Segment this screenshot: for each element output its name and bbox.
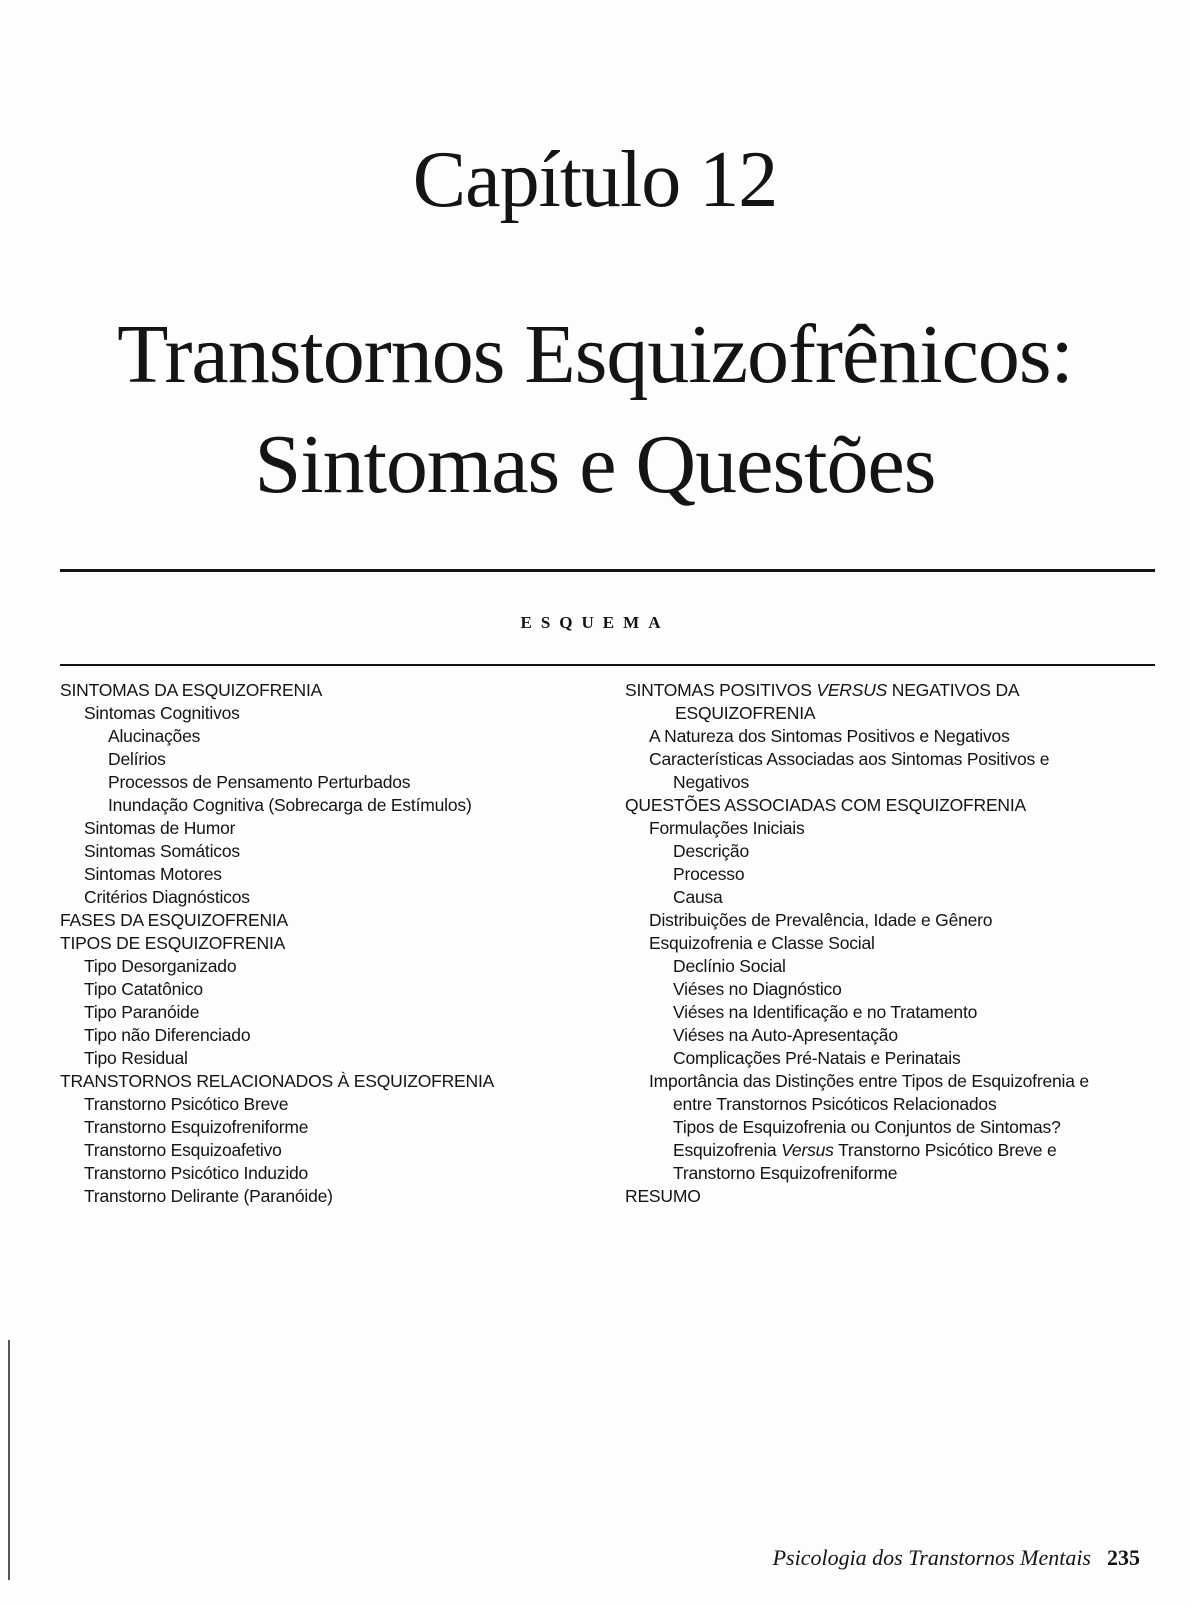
outline-item	[60, 1139, 580, 1162]
outline-item	[625, 840, 1165, 863]
bottom-divider	[60, 664, 1155, 666]
outline-item-text: Descrição	[673, 841, 750, 861]
outline-item-text: Sintomas de Humor	[84, 818, 236, 838]
outline-item-text: Sintomas Somáticos	[84, 841, 240, 861]
outline-item	[60, 817, 580, 840]
outline-item-text: Processo	[673, 864, 745, 884]
outline-item	[60, 932, 580, 955]
outline-item-text: TRANSTORNOS RELACIONADOS À ESQUIZOFRENIA	[60, 1071, 495, 1091]
outline-item-rest: Transtorno Psicótico Breve e	[833, 1140, 1057, 1160]
outline-item-italic: Versus	[781, 1140, 834, 1160]
outline-item-text: Causa	[673, 887, 723, 907]
outline-item	[625, 955, 1165, 978]
outline-item	[625, 978, 1165, 1001]
outline-item	[625, 932, 1165, 955]
outline-item-text: SINTOMAS POSITIVOS	[625, 680, 817, 700]
outline-item-text: Processos de Pensamento Perturbados	[108, 772, 411, 792]
outline-item-text: Viéses na Identificação e no Tratamento	[673, 1002, 978, 1022]
outline-item	[60, 1116, 580, 1139]
outline-item	[625, 1116, 1165, 1139]
chapter-number: Capítulo 12	[412, 136, 778, 224]
chapter-title	[0, 300, 1190, 520]
outline-item-text: Distribuições de Prevalência, Idade e Gênero	[649, 910, 993, 930]
outline-item	[60, 702, 580, 725]
outline-item-text: Tipos de Esquizofrenia ou Conjuntos de Sintomas?	[673, 1117, 1061, 1137]
outline-item-text: RESUMO	[625, 1186, 701, 1206]
outline-item-text: Esquizofrenia	[673, 1140, 782, 1160]
outline-item	[60, 840, 580, 863]
outline-item-text: Importância das Distinções entre Tipos de Esquizofrenia e	[649, 1071, 1089, 1091]
outline-item-text: Transtorno Esquizofreniforme	[673, 1163, 898, 1183]
outline-item-text: Viéses no Diagnóstico	[673, 979, 842, 999]
outline-left-column	[60, 679, 580, 1208]
outline-item-rest: NEGATIVOS DA	[887, 680, 1020, 700]
outline-item	[625, 863, 1165, 886]
outline-item-text: entre Transtornos Psicóticos Relacionados	[673, 1094, 997, 1114]
outline-item-text: Transtorno Psicótico Induzido	[84, 1163, 309, 1183]
outline-item	[60, 1001, 580, 1024]
page-footer	[773, 1545, 1140, 1571]
top-divider	[60, 569, 1155, 572]
outline-item	[60, 771, 580, 794]
outline-item-text: Complicações Pré-Natais e Perinatais	[673, 1048, 961, 1068]
page-edge-mark	[8, 1340, 10, 1580]
outline-item-text: FASES DA ESQUIZOFRENIA	[60, 910, 289, 930]
outline-right-column	[625, 679, 1165, 1208]
chapter-title-line-2: Sintomas e Questões	[254, 418, 936, 511]
outline-item-text: SINTOMAS DA ESQUIZOFRENIA	[60, 680, 323, 700]
outline-item	[60, 1185, 580, 1208]
outline-item-text: Inundação Cognitiva (Sobrecarga de Estímulos)	[108, 795, 472, 815]
outline-item-text: Sintomas Motores	[84, 864, 222, 884]
outline-item	[60, 725, 580, 748]
outline-item-text: Tipo Catatônico	[84, 979, 203, 999]
outline-item	[625, 886, 1165, 909]
outline-item-italic: VERSUS	[816, 680, 888, 700]
outline-item-text: Critérios Diagnósticos	[84, 887, 250, 907]
outline-item	[60, 978, 580, 1001]
outline-item-text: Negativos	[673, 772, 750, 792]
outline-item	[60, 1024, 580, 1047]
outline-item-text: ESQUIZOFRENIA	[675, 703, 816, 723]
outline-item-text: Formulações Iniciais	[649, 818, 805, 838]
outline-item	[625, 1185, 1165, 1208]
outline-item	[625, 1070, 1165, 1093]
section-label: ESQUEMA	[520, 613, 670, 632]
outline-item	[60, 863, 580, 886]
outline-item	[625, 1047, 1165, 1070]
outline-item-text: QUESTÕES ASSOCIADAS COM ESQUIZOFRENIA	[625, 795, 1027, 815]
outline-item	[60, 1047, 580, 1070]
outline-item-text: Tipo Residual	[84, 1048, 188, 1068]
outline-item	[60, 1093, 580, 1116]
footer-book-title: Psicologia dos Transtornos Mentais	[772, 1545, 1091, 1570]
outline-item-text: Viéses na Auto-Apresentação	[673, 1025, 898, 1045]
outline-item-text: Características Associadas aos Sintomas Positivos e	[649, 749, 1050, 769]
outline-item	[625, 702, 1165, 725]
outline-item-text: Alucinações	[108, 726, 201, 746]
outline-item	[60, 679, 580, 702]
outline-item-text: Tipo Desorganizado	[84, 956, 237, 976]
outline-item	[625, 817, 1165, 840]
outline-item	[625, 1024, 1165, 1047]
outline-item	[625, 771, 1165, 794]
outline-item	[60, 886, 580, 909]
outline-item-text: Tipo Paranóide	[84, 1002, 200, 1022]
outline-item-text: Transtorno Delirante (Paranóide)	[84, 1186, 333, 1206]
footer-page-number: 235	[1107, 1545, 1140, 1570]
outline-item-text: Sintomas Cognitivos	[84, 703, 240, 723]
outline-item	[625, 794, 1165, 817]
outline-item-text: Declínio Social	[673, 956, 786, 976]
outline-item	[625, 909, 1165, 932]
outline-item-text: TIPOS DE ESQUIZOFRENIA	[60, 933, 286, 953]
outline-item	[60, 1162, 580, 1185]
outline-item	[60, 909, 580, 932]
outline-item	[60, 955, 580, 978]
outline-item	[625, 679, 1165, 702]
outline-item	[625, 748, 1165, 771]
outline-item	[625, 1001, 1165, 1024]
outline-item-text: Transtorno Esquizoafetivo	[84, 1140, 282, 1160]
outline-item	[60, 748, 580, 771]
outline-item	[625, 1162, 1165, 1185]
outline-item	[625, 1139, 1165, 1162]
outline-item-text: Delírios	[108, 749, 166, 769]
outline-item-text: Transtorno Psicótico Breve	[84, 1094, 289, 1114]
outline-item	[625, 1093, 1165, 1116]
outline-item	[625, 725, 1165, 748]
outline-item-text: A Natureza dos Sintomas Positivos e Negativos	[649, 726, 1010, 746]
outline-item	[60, 794, 580, 817]
outline-item	[60, 1070, 580, 1093]
outline-item-text: Transtorno Esquizofreniforme	[84, 1117, 309, 1137]
outline-item-text: Esquizofrenia e Classe Social	[649, 933, 875, 953]
outline-item-text: Tipo não Diferenciado	[84, 1025, 251, 1045]
chapter-title-line-1: Transtornos Esquizofrênicos:	[117, 308, 1073, 401]
